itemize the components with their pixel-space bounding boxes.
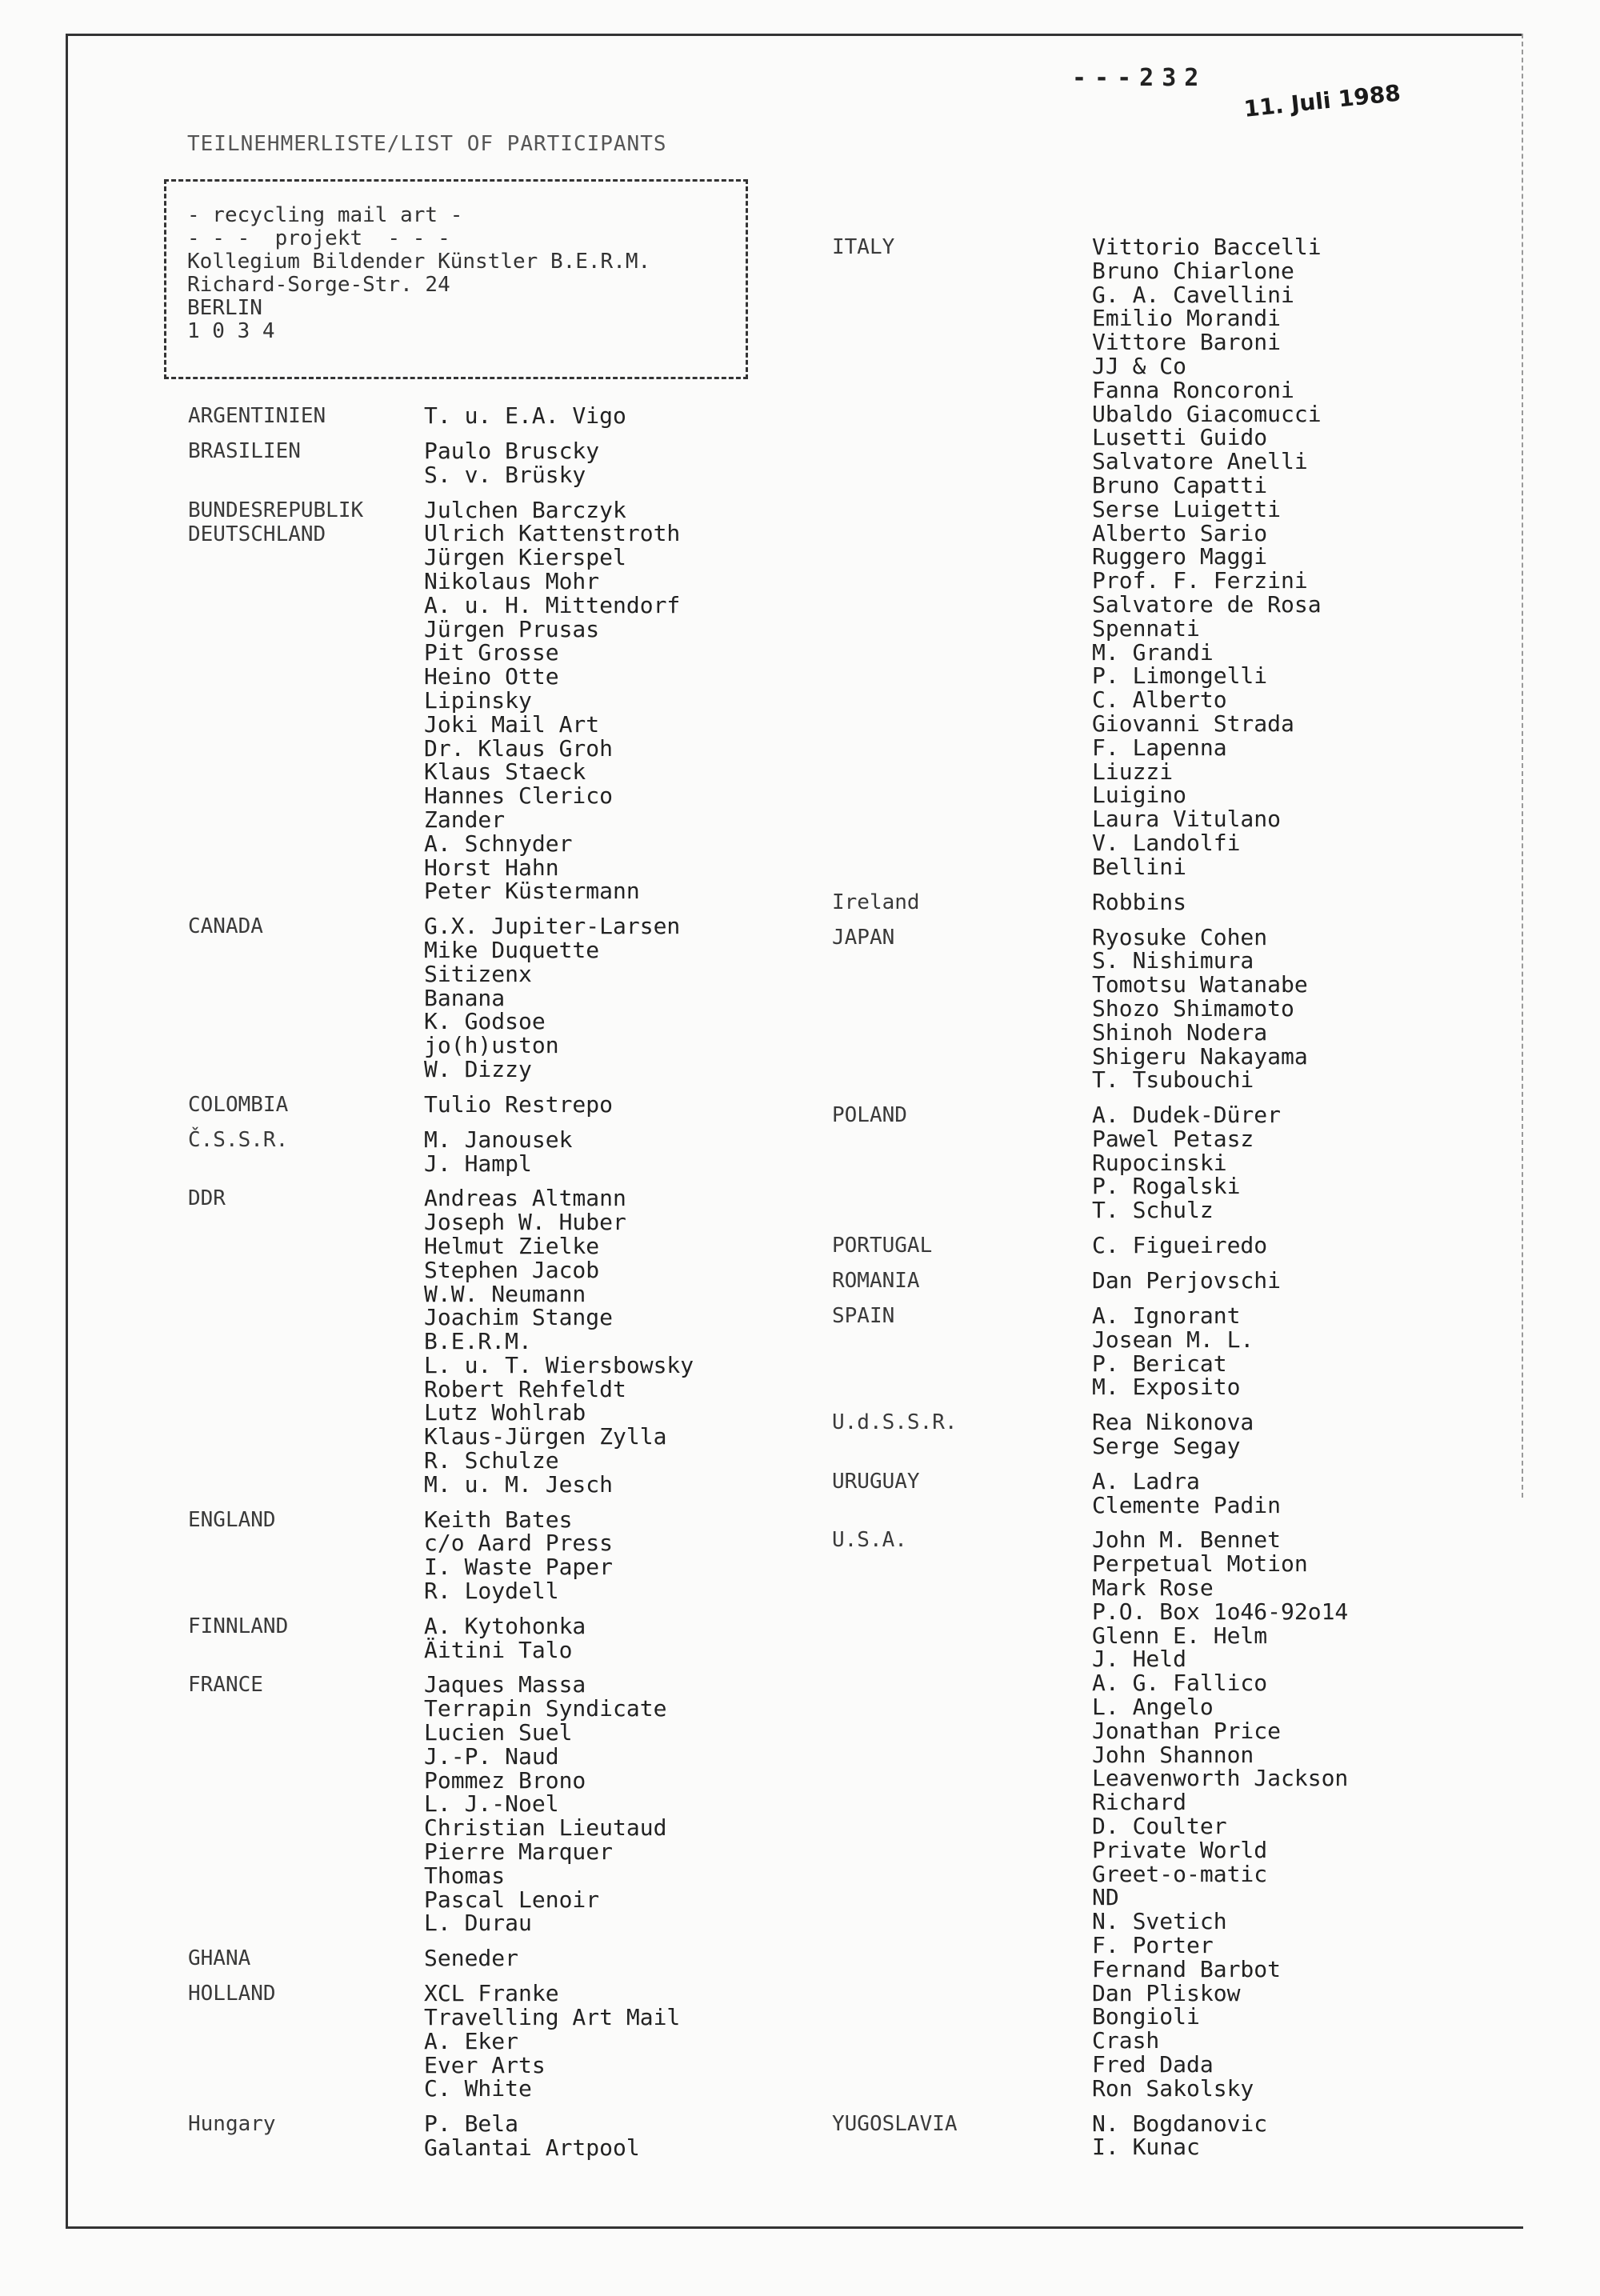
participant-name: Pawel Petasz: [1092, 1125, 1254, 1152]
participant-name: Galantai Artpool: [424, 2134, 640, 2161]
participant-name: Dan Pliskow: [1092, 1979, 1241, 2006]
participant-name: A. Ladra: [1092, 1467, 1200, 1494]
country-group: [188, 498, 780, 904]
participant-list: [424, 1090, 614, 1118]
participant-name: Pit Grosse: [424, 639, 559, 666]
participant-name: Lucien Suel: [424, 1719, 573, 1746]
participant-name: Fanna Roncoroni: [1092, 376, 1294, 403]
participant-name: I. Kunac: [1092, 2134, 1200, 2161]
country-group: [188, 1982, 780, 2101]
participant-name: Sitizenx: [424, 960, 532, 987]
participant-name: Shinoh Nodera: [1092, 1018, 1268, 1046]
participant-name: Rupocinski: [1092, 1149, 1227, 1176]
participant-name: Mark Rose: [1092, 1574, 1214, 1602]
country-label: GHANA: [188, 1946, 251, 1971]
participant-name: Peter Küstermann: [424, 878, 640, 905]
date-stamp: 11. Juli 1988: [1242, 79, 1402, 122]
participant-name: Crash: [1092, 2027, 1160, 2054]
participant-name: Pascal Lenoir: [424, 1886, 600, 1913]
participant-list: [424, 2112, 640, 2160]
participant-name: A. Schnyder: [424, 830, 573, 857]
participant-name: Dan Perjovschi: [1092, 1267, 1282, 1294]
participant-name: V. Landolfi: [1092, 829, 1241, 856]
participant-list: [424, 1128, 572, 1176]
participant-name: Jürgen Prusas: [424, 615, 600, 642]
participant-name: Robert Rehfeldt: [424, 1375, 626, 1402]
participant-list: [424, 1946, 518, 1970]
participant-name: Clemente Padin: [1092, 1491, 1282, 1518]
participant-name: Hannes Clerico: [424, 782, 614, 810]
participant-name: XCL Franke: [424, 1980, 559, 2007]
participant-name: Tomotsu Watanabe: [1092, 971, 1308, 998]
participant-name: J. Hampl: [424, 1150, 532, 1177]
page-frame-right-edge: [1522, 34, 1523, 1498]
participant-name: Bellini: [1092, 853, 1187, 880]
participant-name: Dr. Klaus Groh: [424, 734, 614, 762]
participant-name: M. u. M. Jesch: [424, 1470, 614, 1498]
participant-name: C. White: [424, 2075, 532, 2102]
participant-list: [1092, 1410, 1254, 1458]
country-label: Hungary: [188, 2112, 276, 2137]
participant-name: P.O. Box 1o46-92o14: [1092, 1598, 1349, 1625]
participant-name: Klaus Staeck: [424, 758, 586, 786]
participant-name: Rea Nikonova: [1092, 1409, 1254, 1436]
participant-name: JJ & Co: [1092, 352, 1187, 379]
participant-name: W. Dizzy: [424, 1055, 532, 1082]
country-group: [832, 1269, 1504, 1293]
participant-name: J. Held: [1092, 1646, 1187, 1673]
country-group: [188, 1128, 780, 1176]
participant-name: L. u. T. Wiersbowsky: [424, 1351, 694, 1378]
country-label: ITALY: [832, 235, 895, 259]
participant-name: M. Exposito: [1092, 1374, 1241, 1401]
participant-name: R. Loydell: [424, 1578, 559, 1605]
participant-name: Joki Mail Art: [424, 710, 600, 738]
participant-name: Robbins: [1092, 888, 1187, 915]
participant-name: Ulrich Kattenstroth: [424, 520, 681, 547]
participant-list: [424, 1508, 613, 1603]
participant-list: [424, 439, 599, 487]
participant-list: [1092, 1103, 1281, 1222]
country-group: [832, 1410, 1504, 1458]
country-label: CANADA: [188, 914, 263, 939]
participant-name: L. Durau: [424, 1910, 532, 1937]
country-group: [832, 1234, 1504, 1258]
participant-name: Giovanni Strada: [1092, 710, 1294, 737]
country-label: U.S.A.: [832, 1528, 907, 1553]
participant-name: Stephen Jacob: [424, 1256, 600, 1283]
participant-list: [1092, 1528, 1348, 2100]
country-label: SPAIN: [832, 1304, 895, 1329]
participant-name: Lutz Wohlrab: [424, 1399, 586, 1426]
country-group: [188, 404, 780, 428]
participant-name: T. Tsubouchi: [1092, 1066, 1254, 1094]
participant-name: C. Figueiredo: [1092, 1232, 1268, 1259]
participant-name: G.X. Jupiter-Larsen: [424, 913, 681, 940]
participant-name: Bruno Capatti: [1092, 471, 1268, 498]
participant-name: L. J.-Noel: [424, 1790, 559, 1818]
participant-name: Josean M. L.: [1092, 1326, 1254, 1353]
participant-name: John M. Bennet: [1092, 1526, 1282, 1554]
participant-name: B.E.R.M.: [424, 1328, 532, 1355]
participant-name: Bruno Chiarlone: [1092, 257, 1294, 284]
participant-name: N. Bogdanovic: [1092, 2110, 1268, 2137]
participant-name: Prof. F. Ferzini: [1092, 567, 1308, 594]
participant-name: Tulio Restrepo: [424, 1090, 614, 1118]
country-label: ENGLAND: [188, 1507, 276, 1532]
participant-name: Jonathan Price: [1092, 1717, 1282, 1744]
participant-name: Lipinsky: [424, 686, 532, 714]
participant-name: M. Janousek: [424, 1126, 573, 1153]
participant-name: Salvatore de Rosa: [1092, 590, 1322, 618]
participant-name: P. Limongelli: [1092, 662, 1268, 690]
participant-name: Liuzzi: [1092, 758, 1174, 785]
project-line: 1 0 3 4: [187, 319, 275, 343]
participant-name: N. Svetich: [1092, 1908, 1227, 1935]
country-group: [188, 439, 780, 487]
participant-name: Perpetual Motion: [1092, 1550, 1308, 1578]
participant-name: Andreas Altmann: [424, 1185, 626, 1212]
country-label: YUGOSLAVIA: [832, 2111, 958, 2136]
participant-name: L. Angelo: [1092, 1694, 1214, 1721]
participant-name: A. G. Fallico: [1092, 1670, 1268, 1697]
project-line: Richard-Sorge-Str. 24: [187, 273, 450, 297]
country-group: [832, 1103, 1504, 1222]
participant-name: Thomas: [424, 1862, 506, 1889]
country-group: [832, 1467, 1504, 1518]
country-group: [832, 923, 1504, 1094]
country-label: ROMANIA: [832, 1269, 920, 1294]
participant-name: Fernand Barbot: [1092, 1955, 1282, 1982]
participant-name: D. Coulter: [1092, 1813, 1227, 1840]
participant-name: Helmut Zielke: [424, 1232, 600, 1259]
participant-name: Ryosuke Cohen: [1092, 923, 1268, 950]
project-line: Kollegium Bildender Künstler B.E.R.M.: [187, 250, 651, 274]
participant-list: [424, 914, 680, 1082]
participant-name: A. Ignorant: [1092, 1302, 1241, 1330]
participant-list: [424, 404, 626, 428]
participant-name: A. u. H. Mittendorf: [424, 591, 681, 618]
participant-name: Travelling Art Mail: [424, 2004, 681, 2031]
participant-list: [1092, 2112, 1267, 2160]
participant-list: [1092, 890, 1186, 914]
country-label: ARGENTINIEN: [188, 404, 326, 428]
participant-name: Ruggero Maggi: [1092, 543, 1268, 570]
participant-name: Joseph W. Huber: [424, 1209, 626, 1236]
participant-name: F. Porter: [1092, 1932, 1214, 1958]
country-label: HOLLAND: [188, 1982, 276, 2006]
participant-name: Lusetti Guido: [1092, 424, 1268, 451]
country-group: [188, 1090, 780, 1118]
participant-name: Keith Bates: [424, 1506, 573, 1533]
country-group: [188, 914, 780, 1082]
participant-name: Paulo Bruscky: [424, 438, 600, 464]
project-line: - recycling mail art -: [187, 203, 463, 227]
country-label: FRANCE: [188, 1673, 263, 1698]
participant-name: Jürgen Kierspel: [424, 544, 626, 571]
participant-name: A. Dudek-Dürer: [1092, 1102, 1282, 1129]
country-group: [188, 1946, 780, 1970]
participant-name: S. Nishimura: [1092, 947, 1254, 974]
participant-name: M. Grandi: [1092, 638, 1214, 666]
participant-name: Banana: [424, 984, 506, 1011]
participant-list: [424, 1673, 666, 1935]
project-address-box: [164, 179, 748, 379]
participant-name: Emilio Morandi: [1092, 305, 1282, 332]
participant-name: J.-P. Naud: [424, 1742, 559, 1770]
participant-name: Heino Otte: [424, 663, 559, 690]
participant-name: P. Rogalski: [1092, 1173, 1241, 1200]
participant-name: Nikolaus Mohr: [424, 567, 600, 594]
country-group: [832, 2112, 1504, 2160]
participant-name: ND: [1092, 1884, 1119, 1911]
participant-name: Richard: [1092, 1789, 1187, 1816]
country-group: [832, 235, 1504, 879]
country-label: DDR: [188, 1186, 226, 1211]
participant-name: F. Lapenna: [1092, 734, 1227, 761]
country-label: BUNDESREPUBLIK DEUTSCHLAND: [188, 498, 364, 546]
participant-name: Serse Luigetti: [1092, 495, 1282, 522]
country-group: [188, 1508, 780, 1603]
country-group: [188, 1186, 780, 1496]
participant-name: Bongioli: [1092, 2003, 1200, 2030]
participant-name: Leavenworth Jackson: [1092, 1765, 1349, 1792]
country-group: [832, 1304, 1504, 1399]
participant-name: Zander: [424, 806, 506, 833]
country-label: Č.S.S.R.: [188, 1127, 289, 1152]
participant-name: G. A. Cavellini: [1092, 281, 1294, 308]
participant-list: [1092, 1234, 1267, 1258]
participant-name: K. Godsoe: [424, 1008, 546, 1035]
participant-name: Shigeru Nakayama: [1092, 1042, 1308, 1070]
participant-name: John Shannon: [1092, 1741, 1254, 1768]
participant-name: A. Eker: [424, 2027, 519, 2054]
participant-name: Klaus-Jürgen Zylla: [424, 1423, 667, 1450]
country-group: [188, 2112, 780, 2160]
country-label: PORTUGAL: [832, 1234, 933, 1258]
project-line: - - - projekt - - -: [187, 226, 450, 250]
country-label: COLOMBIA: [188, 1092, 289, 1117]
participant-name: Ron Sakolsky: [1092, 2074, 1254, 2102]
page-number: ---232: [1072, 64, 1207, 92]
participant-name: P. Bericat: [1092, 1350, 1227, 1377]
participant-name: Seneder: [424, 1945, 519, 1972]
participant-name: S. v. Brüsky: [424, 461, 586, 488]
participant-name: Laura Vitulano: [1092, 806, 1282, 833]
participant-name: Spennati: [1092, 614, 1200, 642]
participants-right-column: [832, 235, 1504, 2170]
participant-name: Horst Hahn: [424, 854, 559, 881]
country-label: JAPAN: [832, 925, 895, 950]
participant-name: Pierre Marquer: [424, 1838, 614, 1866]
country-label: URUGUAY: [832, 1469, 920, 1494]
country-group: [188, 1614, 780, 1662]
participant-name: C. Alberto: [1092, 686, 1227, 714]
participant-list: [1092, 1269, 1281, 1293]
participant-name: Vittore Baroni: [1092, 329, 1282, 356]
participant-name: jo(h)uston: [424, 1032, 559, 1059]
participant-list: [424, 498, 680, 904]
participant-name: Joachim Stange: [424, 1304, 614, 1331]
country-label: FINNLAND: [188, 1614, 289, 1638]
participant-name: T. Schulz: [1092, 1197, 1214, 1224]
country-label: U.d.S.S.R.: [832, 1410, 958, 1435]
participant-name: W.W. Neumann: [424, 1280, 586, 1307]
participant-list: [424, 1186, 694, 1496]
country-group: [188, 1673, 780, 1935]
participant-name: Greet-o-matic: [1092, 1860, 1268, 1887]
participant-list: [1092, 1467, 1282, 1518]
project-line: BERLIN: [187, 296, 262, 320]
participant-name: Private World: [1092, 1836, 1268, 1863]
participant-name: Vittorio Baccelli: [1092, 234, 1322, 260]
participant-list: [424, 1614, 586, 1662]
participant-name: Ever Arts: [424, 2051, 546, 2078]
participant-name: P. Bela: [424, 2110, 519, 2138]
country-group: [832, 1528, 1504, 2100]
participant-name: Mike Duquette: [424, 936, 600, 963]
participant-name: Terrapin Syndicate: [424, 1695, 667, 1722]
participant-name: Serge Segay: [1092, 1433, 1241, 1460]
participant-name: c/o Aard Press: [424, 1530, 614, 1557]
participant-name: Jaques Massa: [424, 1671, 586, 1698]
participants-left-column: [188, 404, 780, 2171]
participant-name: Julchen Barczyk: [424, 496, 626, 523]
participant-name: Shozo Shimamoto: [1092, 994, 1294, 1022]
country-label: Ireland: [832, 890, 920, 914]
participant-name: Äitini Talo: [424, 1636, 573, 1663]
participant-name: Ubaldo Giacomucci: [1092, 400, 1322, 427]
participant-list: [1092, 1304, 1254, 1399]
participant-name: Christian Lieutaud: [424, 1814, 667, 1842]
participant-name: A. Kytohonka: [424, 1612, 586, 1639]
participant-name: I. Waste Paper: [424, 1554, 614, 1581]
country-label: POLAND: [832, 1103, 907, 1128]
participant-name: T. u. E.A. Vigo: [424, 402, 626, 429]
country-label: BRASILIEN: [188, 439, 301, 463]
participant-name: Luigino: [1092, 782, 1187, 809]
participant-list: [424, 1982, 680, 2101]
participant-name: Pommez Brono: [424, 1766, 586, 1794]
participant-name: R. Schulze: [424, 1447, 559, 1474]
participant-list: [1092, 235, 1322, 879]
list-heading: TEILNEHMERLISTE/LIST OF PARTICIPANTS: [187, 132, 667, 156]
participant-list: [1092, 923, 1308, 1094]
participant-name: Glenn E. Helm: [1092, 1622, 1268, 1649]
participant-name: Salvatore Anelli: [1092, 448, 1308, 475]
participant-name: Fred Dada: [1092, 2050, 1214, 2078]
participant-name: Alberto Sario: [1092, 519, 1268, 546]
country-group: [832, 890, 1504, 914]
